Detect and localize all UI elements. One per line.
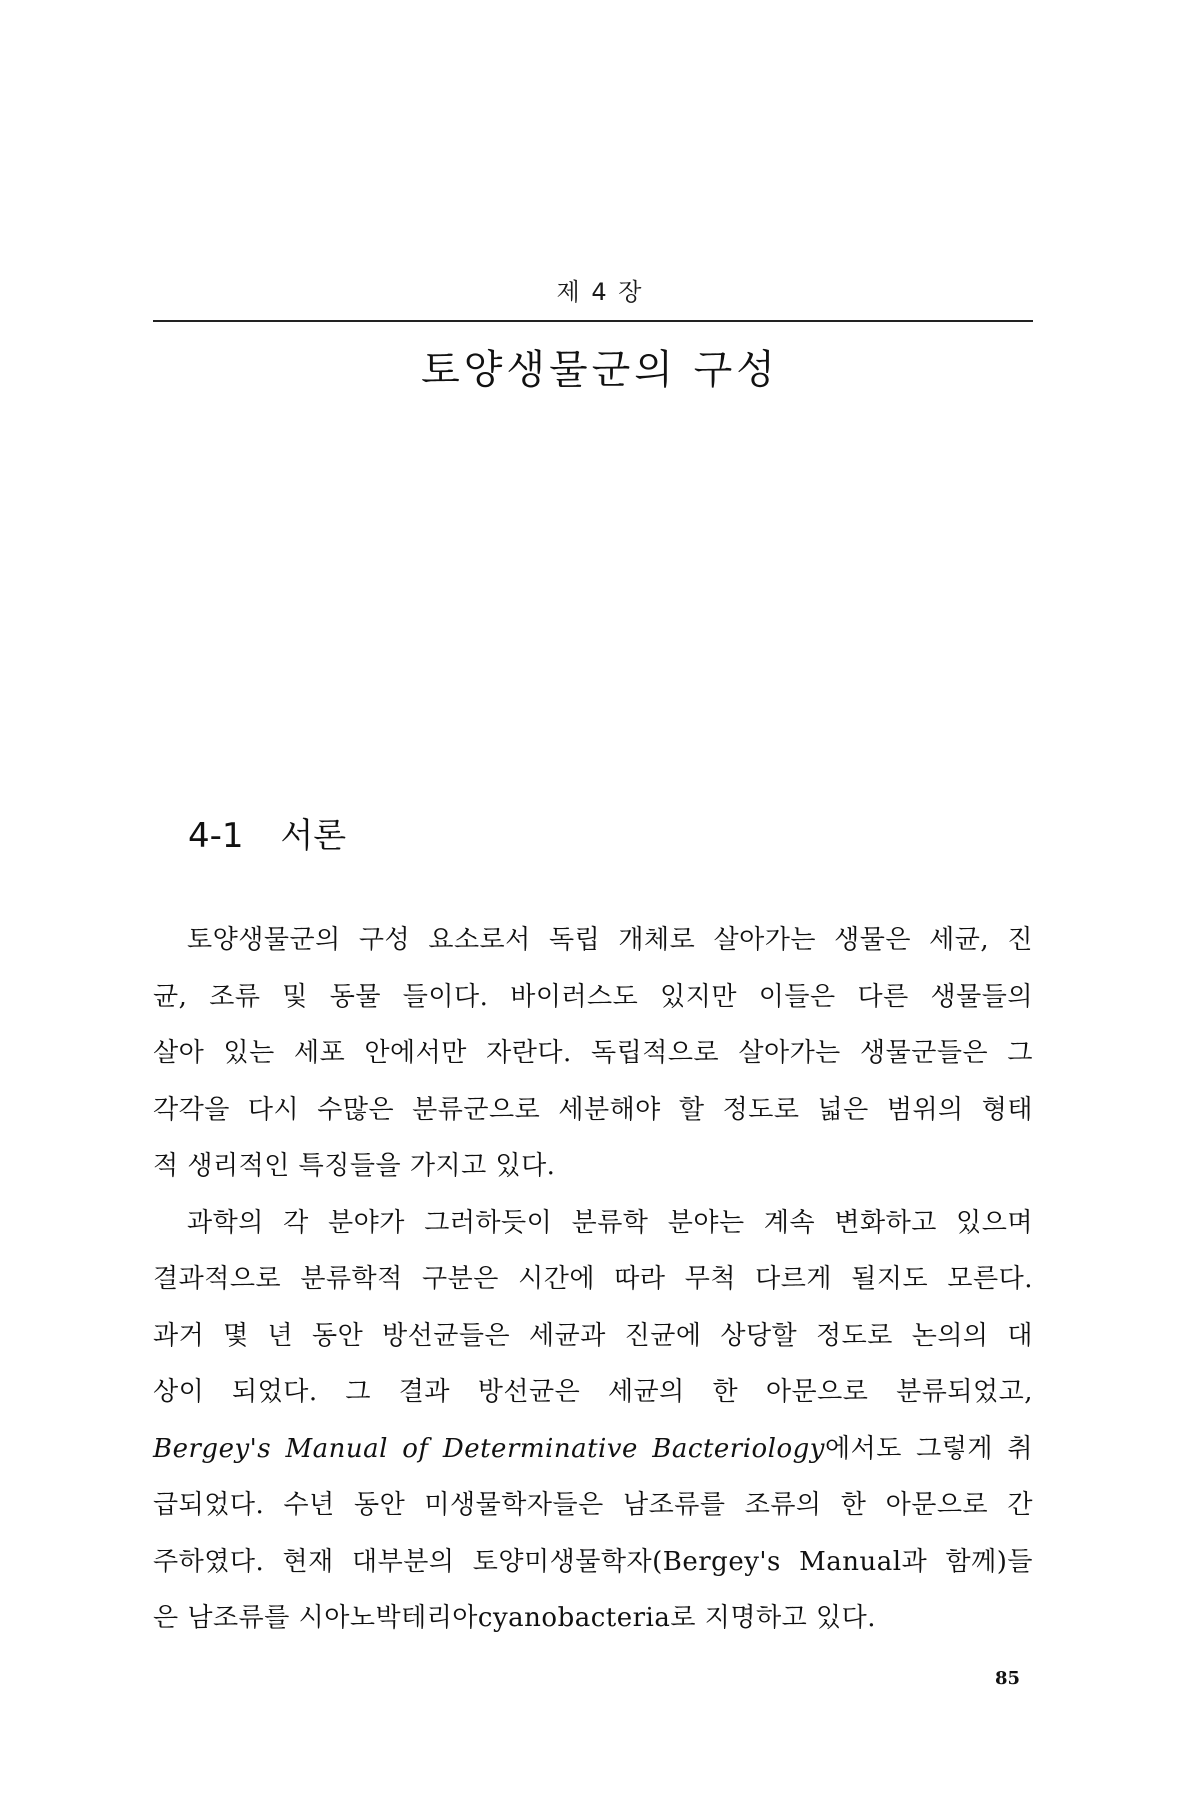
section-title: 서론 <box>280 816 347 856</box>
text-line: 상이 되었다. 그 결과 방선균은 세균의 한 아문으로 분류되었고, <box>153 1377 1033 1407</box>
book-title: Bergey's Manual of Determinative Bacteriology <box>153 1433 825 1464</box>
text-line: 급되었다. 수년 동안 미생물학자들은 남조류를 조류의 한 아문으로 간 <box>153 1490 1033 1520</box>
section-number: 4-1 <box>188 816 244 856</box>
text-line: 과학의 각 분야가 그러하듯이 분류학 분야는 계속 변화하고 있으며 <box>187 1207 1033 1238</box>
section-heading <box>188 808 346 857</box>
page-number: 85 <box>994 1668 1020 1689</box>
text-line: 균, 조류 및 동물 들이다. 바이러스도 있지만 이들은 다른 생물들의 <box>153 981 1033 1012</box>
chapter-divider <box>153 320 1033 322</box>
text-line: 각각을 다시 수많은 분류군으로 세분해야 할 정도로 넓은 범위의 형태 <box>153 1094 1033 1125</box>
paragraph-2 <box>153 1195 1033 1647</box>
text-line: 과거 몇 년 동안 방선균들은 세균과 진균에 상당할 정도로 논의의 대 <box>153 1320 1033 1351</box>
text-line: 적 생리적인 특징들을 가지고 있다. <box>153 1151 556 1181</box>
text-line: 결과적으로 분류학적 구분은 시간에 따라 무척 다르게 될지도 모른다. <box>153 1264 1033 1294</box>
text-line: 주하였다. 현재 대부분의 토양미생물학자(Bergey's Manual과 함께)들 <box>153 1546 1033 1577</box>
text-line-with-book-title <box>153 1421 1033 1478</box>
body-text <box>153 912 1033 1647</box>
text-line-tail: 에서도 그렇게 취 <box>824 1433 1033 1464</box>
text-line: 살아 있는 세포 안에서만 자란다. 독립적으로 살아가는 생물군들은 그 <box>153 1038 1033 1068</box>
paragraph-1 <box>153 912 1033 1195</box>
chapter-label: 제 4 장 <box>556 278 644 306</box>
text-line: 은 남조류를 시아노박테리아cyanobacteria로 지명하고 있다. <box>153 1603 876 1633</box>
chapter-title: 토양생물군의 구성 <box>421 347 779 393</box>
text-line: 토양생물군의 구성 요소로서 독립 개체로 살아가는 생물은 세균, 진 <box>187 925 1033 955</box>
